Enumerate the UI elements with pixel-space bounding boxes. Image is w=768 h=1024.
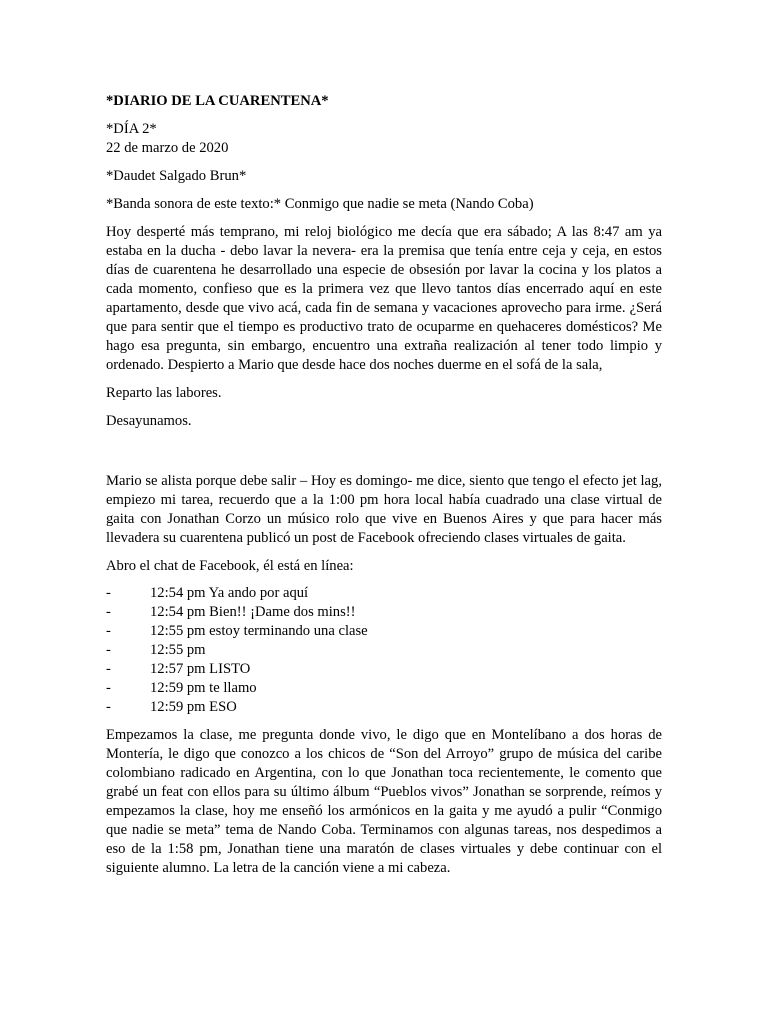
chat-list [106, 584, 662, 717]
list-dash: - [106, 642, 111, 658]
document-page [106, 92, 662, 878]
chat-message: 12:55 pm estoy terminando una clase [150, 623, 368, 639]
list-dash: - [106, 585, 111, 601]
paragraph-clase: Empezamos la clase, me pregunta donde vivo, le digo que en Montelíbano a dos horas de Montería, le digo que conozco a los chicos de “Son del Arroyo” grupo de música del caribe colombiano radicado en Argentina, con lo que Jonathan toca recientemente, le comento que grabé un feat con ellos para su último álbum “Pueblos vivos” Jonathan se sorprende, reímos y empezamos la clase, hoy me enseñó los armónicos en la gaita y me ayudó a pulir “Conmigo que nadie se meta” tema de Nando Coba. Terminamos con algunas tareas, nos despedimos a eso de la 1:58 pm, Jonathan tiene una maratón de clases virtuales y debe continuar con el siguiente alumno. La letra de la canción viene a mi cabeza. [106, 727, 662, 876]
chat-message: 12:55 pm [150, 642, 206, 658]
paragraph-morning: Hoy desperté más temprano, mi reloj biológico me decía que era sábado; A las 8:47 am ya estaba en la ducha - debo lavar la nevera- era la premisa que tenía entre ceja y ceja, en estos días de cuarentena he desarrollado una especie de obsesión por lavar la cocina y los platos a cada momento, confieso que es la primera vez que llevo tantos días encerrado aquí en este apartamento, desde que vivo acá, cada fin de semana y vacaciones aprovecho para irme. ¿Será que para sentir que el tiempo es productivo trato de ocuparme en quehaceres domésticos? Me hago esa pregunta, sin embargo, encuentro una extraña realización al tener todo limpio y ordenado. Despierto a Mario que desde hace dos noches duerme en el sofá de la sala, [106, 224, 662, 373]
paragraph-abro-chat: Abro el chat de Facebook, él está en línea: [106, 558, 354, 574]
chat-item [106, 584, 662, 603]
paragraph-desayunamos: Desayunamos. [106, 413, 192, 429]
chat-item [106, 698, 662, 717]
document-title: *DIARIO DE LA CUARENTENA* [106, 93, 329, 109]
chat-item [106, 603, 662, 622]
chat-message: 12:54 pm Ya ando por aquí [150, 585, 309, 601]
chat-message: 12:54 pm Bien!! ¡Dame dos mins!! [150, 604, 356, 620]
list-dash: - [106, 680, 111, 696]
paragraph-reparto: Reparto las labores. [106, 385, 222, 401]
chat-item [106, 641, 662, 660]
chat-message: 12:59 pm te llamo [150, 680, 257, 696]
list-dash: - [106, 699, 111, 715]
chat-item [106, 622, 662, 641]
chat-item [106, 660, 662, 679]
list-dash: - [106, 661, 111, 677]
entry-date: 22 de marzo de 2020 [106, 140, 229, 156]
list-dash: - [106, 604, 111, 620]
chat-item [106, 679, 662, 698]
chat-message: 12:59 pm ESO [150, 699, 237, 715]
author-name: *Daudet Salgado Brun* [106, 168, 247, 184]
chat-message: 12:57 pm LISTO [150, 661, 251, 677]
list-dash: - [106, 623, 111, 639]
paragraph-mario: Mario se alista porque debe salir – Hoy es domingo- me dice, siento que tengo el efecto jet lag, empiezo mi tarea, recuerdo que a la 1:00 pm hora local había cuadrado una clase virtual de gaita con Jonathan Corzo un músico rolo que vive en Buenos Aires y que para hacer más llevadera su cuarentena publicó un post de Facebook ofreciendo clases virtuales de gaita. [106, 473, 662, 546]
soundtrack-line: *Banda sonora de este texto:* Conmigo que nadie se meta (Nando Coba) [106, 196, 534, 212]
day-heading: *DÍA 2* [106, 121, 157, 137]
